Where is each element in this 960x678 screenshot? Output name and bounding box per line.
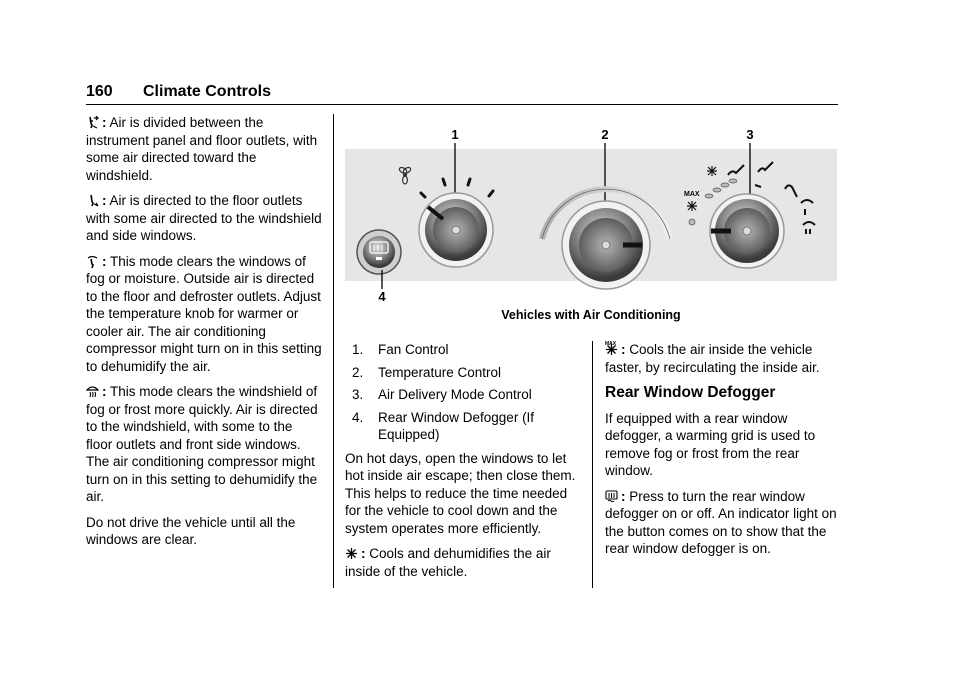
max-ac-icon: MAX [605,343,618,356]
figure-legend-list [345,341,577,444]
snowflake-icon [345,547,358,560]
list-item: 4. Rear Window Defogger (If Equipped) [352,409,535,442]
page-title: Climate Controls [143,83,272,100]
column-divider-2 [592,341,593,588]
colon: : [621,342,626,357]
colon: : [102,115,107,130]
colon: : [102,193,107,208]
callout-3: 3 [746,127,754,142]
rear-defogger-icon [605,490,618,503]
defrost-icon [86,385,99,398]
floor-mode-icon [86,194,99,207]
column-divider-1 [333,114,334,588]
max-ac-label: MAX [684,191,700,198]
callout-2: 2 [601,127,609,142]
callout-4: 4 [378,289,386,303]
air-delivery-mode-knob [710,194,784,268]
paragraph-defog: : This mode clears the windows of fog or moisture. Outside air is directed to the floor and defroster outlets. Adjust the temperature knob for warmer or cooler air. The air conditioning compressor might turn on in this setting to dehumidify the air. [86,253,322,374]
colon: : [102,253,107,269]
temperature-control-knob [562,201,650,289]
right-column [605,341,841,566]
rear-defogger-button [357,230,401,274]
left-column [86,114,322,557]
colon: : [102,384,107,399]
middle-column [345,341,577,588]
figure-caption: Vehicles with Air Conditioning [501,308,681,322]
indicator-light [689,219,695,225]
paragraph-hot-days: On hot days, open the windows to let hot inside air escape; then close them. This helps to reduce the time needed for the vehicle to cool down and the system operates more efficiently. [345,450,576,536]
page-header [86,83,838,105]
max-ac-icon [687,201,697,211]
paragraph-defrost: : This mode clears the windshield of fog or frost more quickly. Air is directed to the windshield, with some to the floor outlets and front side windows. The air conditioning compressor might turn on in this setting to dehumidify the air. [86,384,318,504]
ac-icon [707,166,717,176]
list-item: 2. Temperature Control [352,364,502,380]
bilevel-mode-icon [86,116,99,129]
page-number: 160 [86,83,113,100]
callout-1: 1 [451,127,459,142]
paragraph-floor: : Air is directed to the floor outlets with some air directed to the windshield and side windows. [86,193,322,243]
paragraph-defogger-button: : Press to turn the rear window defogger on or off. An indicator light on the button comes on to show that the rear window defogger is on. [605,488,837,556]
paragraph-bilevel: : Air is divided between the instrument panel and floor outlets, with some air directed toward the windshield. [86,115,318,183]
list-item: 3. Air Delivery Mode Control [352,387,532,402]
paragraph-drive-warning: Do not drive the vehicle until all the windows are clear. [86,514,296,547]
paragraph-ac: : Cools and dehumidifies the air inside of the vehicle. [345,546,551,579]
defog-mode-icon [86,255,99,268]
climate-control-figure [345,127,837,303]
colon: : [361,546,366,561]
section-heading-rear-defogger: Rear Window Defogger [605,384,776,401]
fan-control-knob [419,193,493,267]
list-item: 1. Fan Control [352,342,449,357]
paragraph-defogger-intro: If equipped with a rear window defogger, a warming grid is used to remove fog or frost from the rear window. [605,410,816,478]
colon: : [621,488,626,504]
paragraph-max-ac: MAX : Cools the air inside the vehicle faster, by recirculating the inside air. [605,341,820,375]
